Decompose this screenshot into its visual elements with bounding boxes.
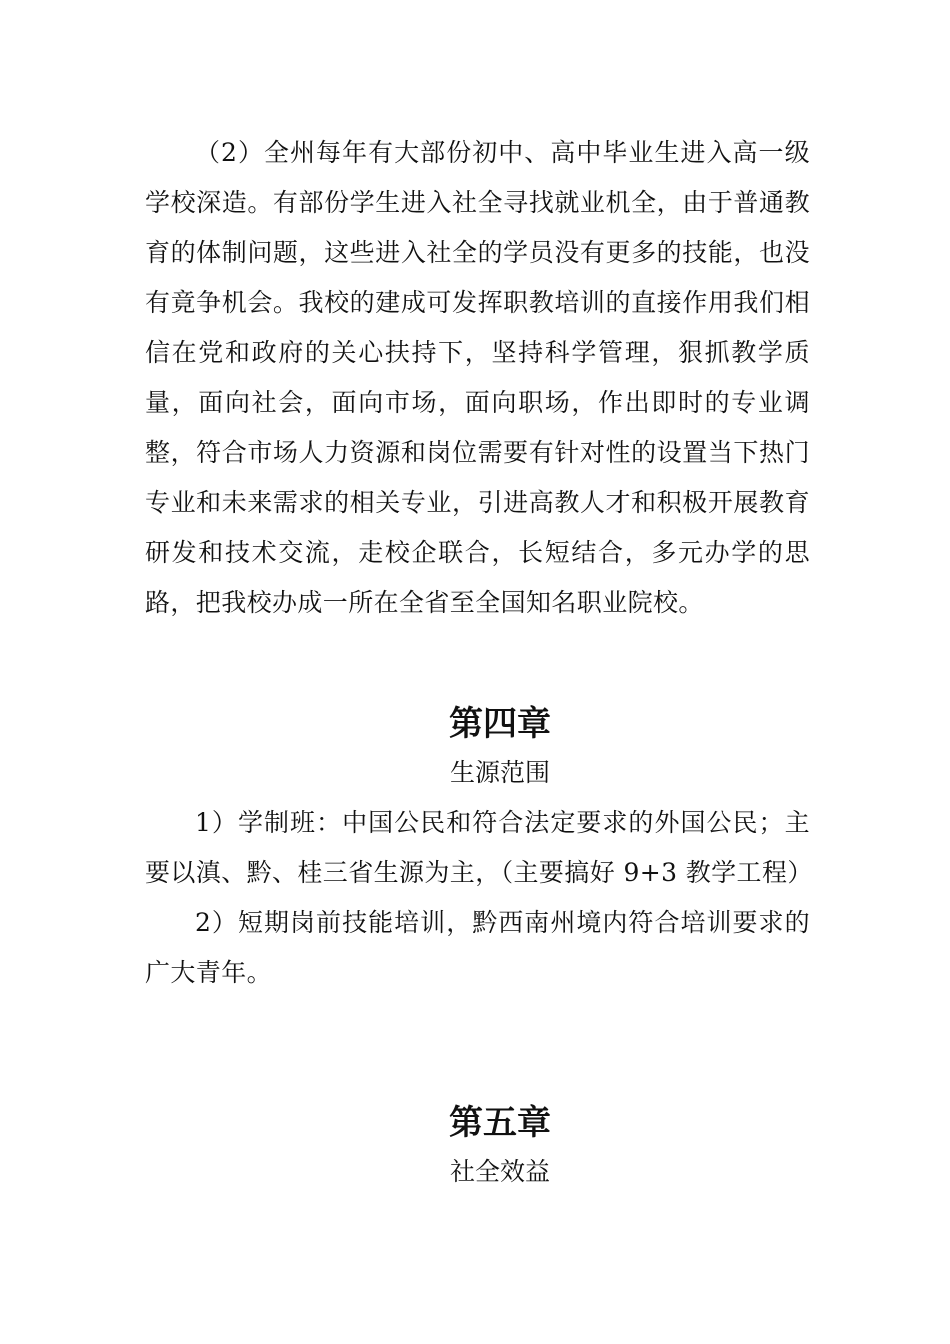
chapter-5-title: 第五章 — [449, 1103, 551, 1143]
chapter-4-title: 第四章 — [449, 704, 551, 744]
chapter-5-subtitle: 社全效益 — [449, 1157, 550, 1186]
body-paragraph: （2）全州每年有大部份初中、高中毕业生进入高一级学校深造。有部份学生进入社全寻找就业机全，由于普通教育的体制问题，这些进入社全的学员没有更多的技能，也没有竟争机会。我校的建成可发挥职教培训的直接作用我们相信在党和政府的关心扶持下，坚持科学管理，狠抓教学质量，面向社会，面向市场，面向职场，作出即时的专业调整，符合市场人力资源和岗位需要有针对性的设置当下热门专业和未来需求的相关专业，引进高教人才和积极开展教育研发和技术交流，走校企联合，长短结合，多元办学的思路，把我校办成一所在全省至全国知名职业院校。 — [145, 138, 810, 617]
intro-paragraph-block — [145, 128, 810, 628]
list-item: 1）学制班：中国公民和符合法定要求的外国公民；主要以滇、黔、桂三省生源为主，（主要搞好 9+3 教学工程） — [145, 808, 813, 887]
chapter-4-items — [145, 798, 813, 998]
chapter-4-subtitle: 生源范围 — [449, 758, 550, 787]
list-item: 2）短期岗前技能培训，黔西南州境内符合培训要求的广大青年。 — [145, 908, 810, 987]
